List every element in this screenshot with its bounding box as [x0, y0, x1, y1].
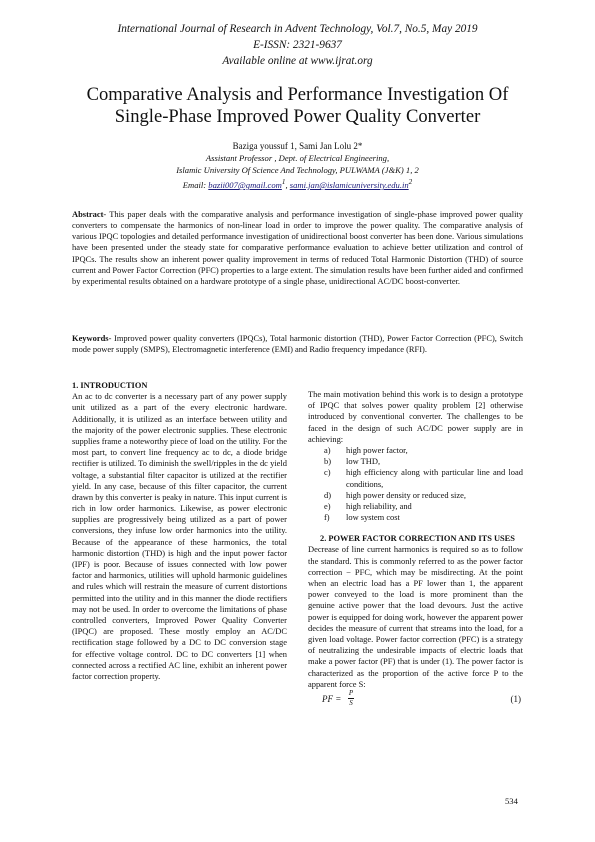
equation-number: (1) — [510, 693, 521, 704]
page-number: 534 — [505, 796, 518, 806]
list-item — [324, 456, 523, 467]
left-column — [72, 380, 287, 682]
section-2-text: Decrease of line current harmonics is required so as to follow the standard. This is commonly referred to as the power factor correction − PFC, which may be misdirecting. At the point when an electric load has a PF lower than 1, the apparent power conveyed to the load is more prominent than the genuine active power that the load devours. Just the active power is equipped for doing work, however the apparent power decides the measure of current that streams into the load, for a given load voltage. Power factor correction (PFC) is a strategy of neutralizing the undesirable impacts of electric loads that make a power factor (PF) that is under (1). The power factor is characterized as the proportion of the active force P to the apparent force S: — [308, 544, 523, 689]
list-item — [324, 500, 523, 512]
equation-numerator: P — [348, 688, 354, 697]
list-item-text: high power density or reduced size, — [346, 489, 466, 500]
journal-header-line1: International Journal of Research in Advent Technology, Vol.7, No.5, May 2019 — [117, 23, 478, 35]
list-item-text: high efficiency along with particular line and load conditions, — [346, 467, 523, 489]
paper-title-line1: Comparative Analysis and Performance Investigation Of — [86, 84, 509, 105]
list-item-text: high reliability, and — [346, 500, 412, 511]
list-item — [324, 489, 523, 501]
journal-header-line3: Available online at www.ijrat.org — [222, 55, 373, 67]
motivation-text: The main motivation behind this work is to design a prototype of IPQC that solves power quality problem [2] otherwise introduced by conventional converter. The challenges to be faced in the design of such AC/DC power supply are in achieving: — [308, 389, 523, 444]
section-1-text: An ac to dc converter is a necessary part of any power supply unit utilized as a part of the every electronic hardware. Additionally, it is utilized as an interface between utility and the majority of the power electronic supplies. These electronic supplies frame a noteworthy piece of load on the utility. For the most part, to convert line frequency ac to dc, a diode bridge rectifier is utilized. To diminish the swell/ripples in the dc yield voltage, a substantial filter capacitor is utilized at the rectifier yield. In any case, because of this filter capacitor, the current drawn by this converter is peaky in nature. This input current is rich in low order harmonics. Likewise, as power electronic supplies are progressively being utilized as a part of power conversions, they infuse low order harmonics into the utility. Because of the appearance of these harmonics, the total harmonic distortion (THD) is high and the input power factor (IPF) is poor. Because of issues connected with low power factor and harmonics, utilities will uphold harmonic guidelines and rules which will restrain the measure of current distortions permitted into the utility and in this manner the diode rectifiers may not be used. In order to overcome the limitations of phase controlled converters, Improved Power Quality Converter (IPQC) are proposed. These mostly employ an AC/DC rectification stage followed by a DC to DC conversion stage for effective voltage control. DC to DC converters [1] when connected across a rectified AC line, exhibit an inherent power factor correction property. — [72, 391, 287, 681]
list-item — [324, 444, 523, 456]
equation-1 — [308, 690, 523, 710]
abstract-text: - This paper deals with the comparative analysis and performance investigation of single-phase improved power quality converters to compensate the harmonics of non-linear load in order to improve the power quality. The comparative analysis of various IPQC topologies and detailed performance investigation of unidirectional boost converter has been done. Various simulations have been presented under the steady state for comparative performance evaluation to achieve better utilization and control of IPQCs. The results show an inherent power quality improvement in terms of reduced Total Harmonic Distortion (THD) of source current and Power Factor Correction (PFC) properties to a large extent. The simulation results have been further aided and confirmed by experimental results obtained on a hardware prototype of a single phase, unidirectional AC/DC boost-converter. — [72, 209, 523, 286]
keywords-label: Keywords — [72, 333, 109, 343]
paper-title-line2: Single-Phase Improved Power Quality Converter — [114, 106, 481, 127]
list-item-label: f) — [324, 512, 330, 523]
journal-header-line2: E-ISSN: 2321-9637 — [253, 39, 342, 51]
requirements-list — [308, 445, 523, 523]
section-1-heading: 1. INTRODUCTION — [72, 381, 148, 390]
author-names: Baziga youssuf 1, Sami Jan Lolu 2* — [232, 141, 363, 151]
author-emails — [40, 177, 555, 191]
section-2-heading: 2. POWER FACTOR CORRECTION AND ITS USES — [320, 534, 515, 544]
list-item — [324, 467, 523, 489]
list-item-label: e) — [324, 500, 331, 511]
list-item-text: low THD, — [346, 456, 381, 467]
right-column — [308, 389, 523, 710]
email-label: Email: — [182, 179, 207, 190]
equation-denominator: S — [349, 698, 353, 707]
abstract — [72, 209, 523, 287]
list-item — [324, 512, 523, 523]
equation-fraction — [348, 690, 354, 707]
email-link-1[interactable]: bazii007@gmail.com — [208, 179, 282, 190]
email-sup-2: 2 — [408, 178, 413, 186]
abstract-label: Abstract — [72, 209, 104, 219]
email-sup-1: 1 — [281, 178, 286, 186]
list-item-label: b) — [324, 456, 332, 467]
equation-lhs: PF = — [322, 693, 342, 704]
list-item-text: high power factor, — [346, 444, 408, 455]
keywords-text: - Improved power quality converters (IPQCs), Total harmonic distortion (THD), Power Factor Correction (PFC), Switch mode power supply (SMPS), Electromagnetic interference (EMI) and Radio frequency impedance (RFI). — [72, 333, 523, 355]
email-link-2[interactable]: sami.jan@islamicuniversity.edu.in — [289, 179, 409, 190]
list-item-label: a) — [324, 444, 331, 455]
list-item-text: low system cost — [346, 512, 400, 523]
author-affiliation-1: Assistant Professor , Dept. of Electrical Engineering, — [205, 153, 390, 163]
keywords — [72, 333, 523, 355]
list-item-label: c) — [324, 467, 331, 478]
email-separator: , — [285, 179, 288, 190]
list-item-label: d) — [324, 489, 332, 500]
author-affiliation-2: Islamic University Of Science And Technology, PULWAMA (J&K) 1, 2 — [176, 165, 419, 175]
